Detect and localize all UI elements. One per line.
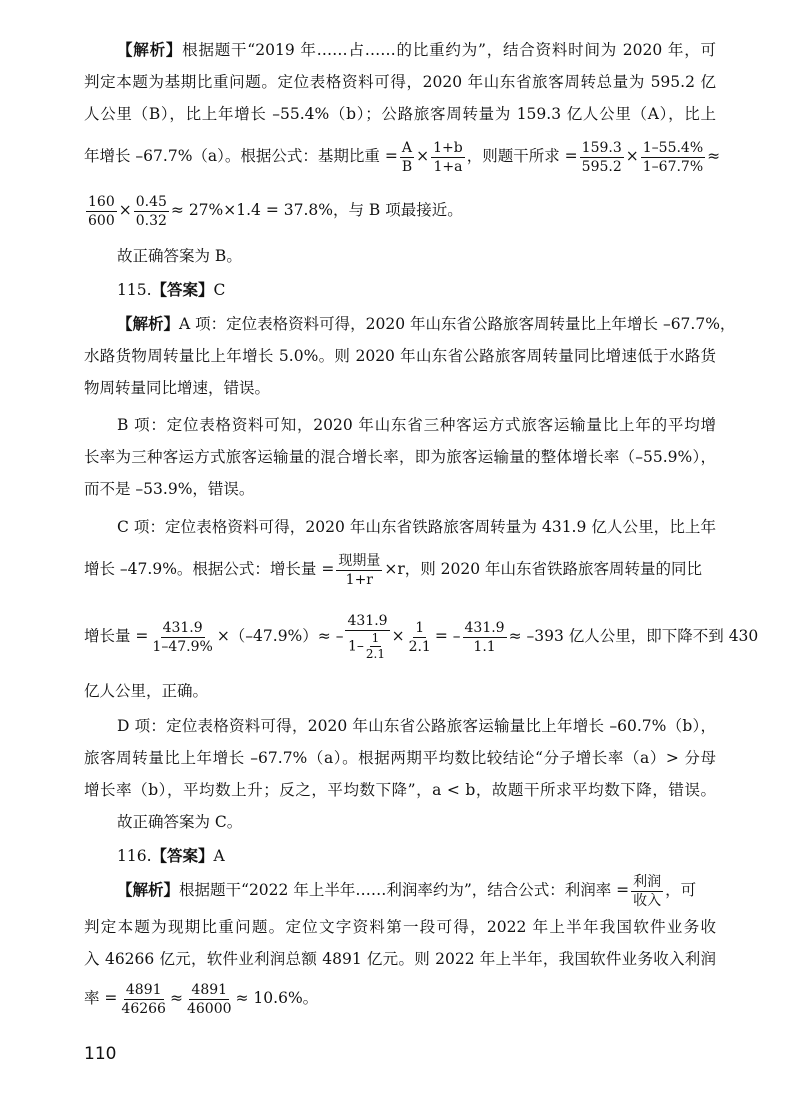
paragraph-line: 【解析】A 项：定位表格资料可得，2020 年山东省公路旅客周转量比上年增长 –67.7%， [117,314,736,333]
paragraph-line: D 项：定位表格资料可得，2020 年山东省公路旅客运输量比上年增长 –60.7%（b）， [117,717,716,735]
paragraph-line: C 项：定位表格资料可得，2020 年山东省铁路旅客周转量为 431.9 亿人公里，比上年 [117,518,716,536]
formula-line: 增长量 = $\frac{431.9}{1-47.9\%}$ ×（–47.9%）≈ – 431.9 1– $\frac{1}{2.1}$ × $\frac{1}{2.1}$ = – $\frac{431.9}{1.1}$ ≈ –393 亿人公里，即下降不到 430 [84,613,759,661]
fraction: $\frac{1+b}{1+a}$ [433,139,463,175]
fraction: $\frac{159.3}{595.2}$ [581,139,622,175]
formula-line: $\frac{160}{600}$ × $\frac{0.45}{0.32}$ ≈ 27%×1.4 = 37.8%，与 B 项最接近。 [88,193,463,229]
paragraph-line: 人公里（B），比上年增长 –55.4%（b）；公路旅客周转量为 159.3 亿人公里（A），比上 [84,105,716,123]
formula-line: 增长 –47.9%。根据公式：增长量 = $\frac{\text{现期量}}{1+r}$ ×r，则 2020 年山东省铁路旅客周转量的同比 [84,552,703,588]
fraction: $\frac{\text{利润}}{\text{收入}}$ [633,873,662,909]
formula-line: 率 = $\frac{4891}{46266}$ ≈ $\frac{4891}{46000}$ ≈ 10.6%。 [84,981,319,1017]
analysis-tag: 【解析】 [117,314,180,333]
page-number: 110 [84,1044,117,1064]
fraction: $\frac{431.9}{1.1}$ [464,619,505,655]
analysis-tag: 【解析】 [117,880,180,899]
paragraph-line: 判定本题为现期比重问题。定位文字资料第一段可得，2022 年上半年我国软件业务收 [84,918,716,936]
paragraph-line: 故正确答案为 C。 [117,813,243,831]
fraction: $\frac{1}{2.1}$ [408,619,431,655]
fraction: $\frac{0.45}{0.32}$ [135,193,167,229]
paragraph-line: 物周转量同比增速，错误。 [84,379,271,397]
paragraph-line: 水路货物周转量比上年增长 5.0%。则 2020 年山东省公路旅客周转量同比增速低于水路货 [84,347,716,365]
formula-line: 年增长 –67.7%（a）。根据公式：基期比重 = $\frac{A}{B}$ × $\frac{1+b}{1+a}$ ，则题干所求 = $\frac{159.3}{595.2}$ × $\frac{1-55.4\%}{1-67.7\%}$ ≈ [84,139,721,175]
answer-heading-115: 115.【答案】C [117,280,226,299]
paragraph-line: B 项：定位表格资料可知，2020 年山东省三种客运方式旅客运输量比上年的平均增 [117,416,716,434]
fraction: $\frac{4891}{46000}$ [186,981,232,1017]
formula-line: 【解析】根据题干“2022 年上半年……利润率约为”，结合公式：利润率 = $\frac{\text{利润}}{\text{收入}}$ ，可 [117,873,697,909]
fraction: $\frac{1-55.4\%}{1-67.7\%}$ [642,139,704,175]
analysis-tag: 【解析】 [117,40,183,59]
fraction: $\frac{\text{现期量}}{1+r}$ [338,552,381,588]
fraction: $\frac{160}{600}$ [88,193,115,229]
paragraph-line: 而不是 –53.9%，错误。 [84,480,255,498]
paragraph-line: 长率为三种客运方式旅客运输量的混合增长率，即为旅客运输量的整体增长率（–55.9%）， [84,448,716,466]
answer-heading-116: 116.【答案】A [117,846,225,865]
paragraph-line: 入 46266 亿元，软件业利润总额 4891 亿元。则 2022 年上半年，我国软件业务收入利润 [84,950,716,968]
fraction: $\frac{1}{2.1}$ [365,631,386,661]
fraction: $\frac{4891}{46266}$ [121,981,166,1017]
paragraph-line: 增长率（b），平均数上升；反之，平均数下降”，a < b，故题干所求平均数下降，错误。 [84,781,716,799]
paragraph-line: 亿人公里，正确。 [84,682,209,700]
paragraph-line: 旅客周转量比上年增长 –67.7%（a）。根据两期平均数比较结论“分子增长率（a）> 分母 [84,749,716,767]
paragraph-line: 故正确答案为 B。 [117,247,242,265]
fraction: $\frac{431.9}{1-47.9\%}$ [152,619,213,655]
fraction: $\frac{A}{B}$ [401,139,413,175]
paragraph-line: 【解析】根据题干“2019 年……占……的比重约为”，结合资料时间为 2020 年，可 [117,40,716,59]
fraction: 431.9 1– $\frac{1}{2.1}$ [347,613,388,661]
paragraph-line: 判定本题为基期比重问题。定位表格资料可得，2020 年山东省旅客周转总量为 595.2 亿 [84,73,716,91]
